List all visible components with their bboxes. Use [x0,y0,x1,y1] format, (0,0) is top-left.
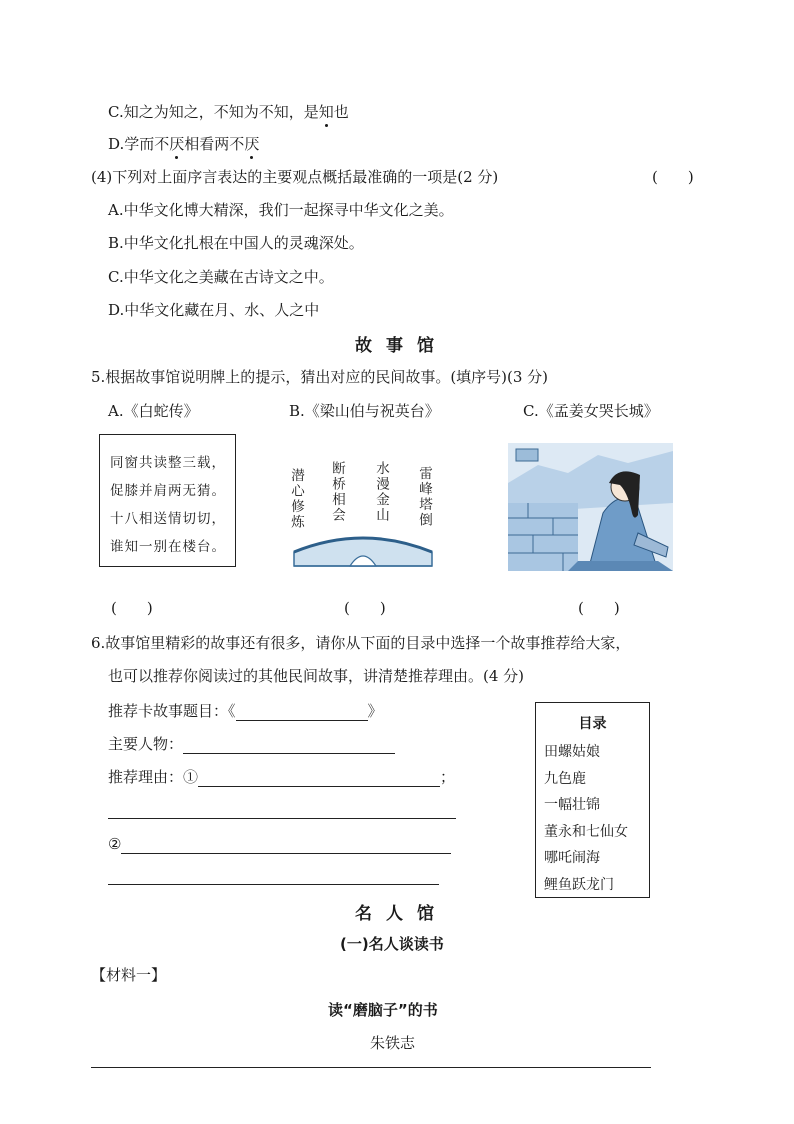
reason2-row [108,834,451,854]
reason1-label: 推荐理由：① [108,768,199,786]
article-title: 读“磨脑子”的书 [328,1001,438,1019]
q4-option-d: D.中华文化藏在月、水、人之中 [108,301,320,319]
main-character-row [108,734,395,754]
poem-line: 同窗共读整三载， [110,455,226,471]
q5-answer-c[interactable]: ( ) [578,599,620,617]
q5-choice-a: A.《白蛇传》 [108,402,199,420]
reason1-row [108,767,455,787]
recommend-title-row [108,701,383,721]
phrase-col: 雷峰塔倒 [416,466,432,528]
q5-stem: 5.根据故事馆说明牌上的提示，猜出对应的民间故事。(填序号)(3 分) [91,368,549,386]
q6-stem-line1: 6.故事馆里精彩的故事还有很多，请你从下面的目录中选择一个故事推荐给大家， [91,634,631,652]
divider-line [91,1067,651,1068]
catalog-item: 一幅壮锦 [544,797,600,813]
section-subtitle: (一)名人谈读书 [340,935,444,953]
poem-line: 促膝并肩两无猜。 [110,483,226,499]
story-illustration-wall [508,443,673,571]
reason2-continuation-line[interactable] [108,884,439,885]
poem-line: 十八相送情切切， [110,511,226,527]
reason1-semicolon: ； [440,768,456,786]
catalog-item: 董永和七仙女 [544,824,628,840]
catalog-item: 哪吒闹海 [544,850,600,866]
article-author: 朱铁志 [370,1034,416,1052]
q5-choice-b: B.《梁山伯与祝英台》 [289,402,440,420]
poem-line: 谁知一别在楼台。 [110,539,226,555]
reason2-label: ② [108,835,122,853]
catalog-heading: 目录 [578,716,607,732]
recommend-title-blank[interactable] [236,704,368,721]
q4-stem: (4)下列对上面序言表达的主要观点概括最准确的一项是(2 分) [91,168,499,186]
story-catalog [535,702,650,898]
catalog-item: 鲤鱼跃龙门 [544,877,614,893]
reason1-blank[interactable] [198,770,440,787]
recommend-title-close: 》 [367,702,383,720]
phrase-col: 断桥相会 [329,461,345,523]
q5-answer-b[interactable]: ( ) [344,599,386,617]
catalog-item: 九色鹿 [544,771,586,787]
q6-stem-line2: 也可以推荐你阅读过的其他民间故事，讲清楚推荐理由。(4 分) [108,667,525,685]
q4-answer-paren[interactable]: ( ) [652,168,694,186]
q3-option-c: C.知之为知之，不知为不知，是知也 [108,103,349,121]
main-character-blank[interactable] [183,737,395,754]
q5-choice-c: C.《孟姜女哭长城》 [523,402,659,420]
main-character-label: 主要人物： [108,735,184,753]
q3-option-d: D.学而不厌相看两不厌 [108,135,260,153]
reason1-continuation-line[interactable] [108,818,456,819]
section-title-story: 故事馆 [355,336,448,356]
recommend-title-label: 推荐卡故事题目：《 [108,702,236,720]
phrase-col: 潜心修炼 [288,468,304,530]
material-label: 【材料一】 [91,966,167,984]
phrase-col: 水漫金山 [373,461,389,523]
q4-option-c: C.中华文化之美藏在古诗文之中。 [108,268,334,286]
q5-answer-a[interactable]: ( ) [111,599,153,617]
story-card-poem [99,434,236,567]
bridge-illustration [292,528,434,568]
reason2-blank[interactable] [121,837,451,854]
section-title-famous: 名人馆 [355,904,448,924]
q4-option-a: A.中华文化博大精深，我们一起探寻中华文化之美。 [108,201,454,219]
catalog-item: 田螺姑娘 [544,744,600,760]
q4-option-b: B.中华文化扎根在中国人的灵魂深处。 [108,234,364,252]
